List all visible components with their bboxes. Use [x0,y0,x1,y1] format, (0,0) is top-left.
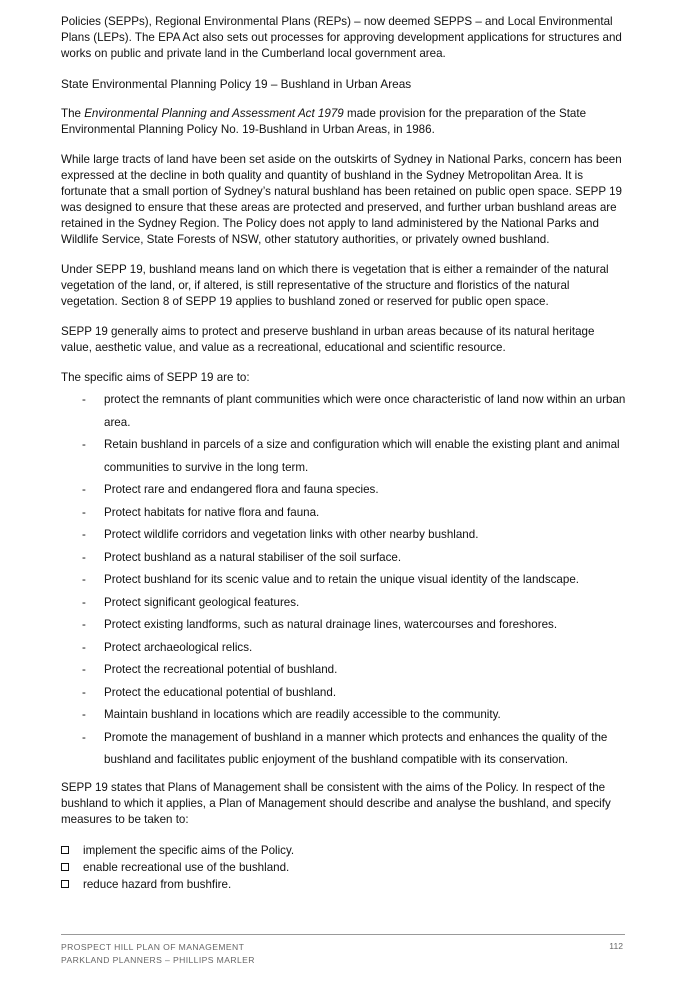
aims-intro: The specific aims of SEPP 19 are to: [61,371,250,384]
dash-marker: - [82,483,86,496]
aim-item: - Protect wildlife corridors and vegetation links with other nearby bushland. [61,524,626,547]
para1-pre: The [61,107,85,120]
aim-item: - Protect significant geological features. [61,592,626,615]
intro-paragraph: Policies (SEPPs), Regional Environmental Plans (REPs) – now deemed SEPPS – and Local Environmental Plans (LEPs). The EPA Act also sets out processes for approving development applications for structures and works on public and private land in the Cumberland local government area. [61,15,622,60]
measures-list [61,842,626,893]
dash-marker: - [82,528,86,541]
aim-item: - Protect rare and endangered flora and fauna species. [61,479,626,502]
dash-marker: - [82,505,86,519]
measure-item: enable recreational use of the bushland. [61,859,626,876]
checkbox-bullet-icon [61,880,69,888]
measure-item: implement the specific aims of the Policy. [61,842,626,859]
aim-item: - Maintain bushland in locations which are readily accessible to the community. [61,704,626,727]
aim-item: - Protect habitats for native flora and fauna. [61,502,626,525]
section-heading: State Environmental Planning Policy 19 – Bushland in Urban Areas [61,77,412,91]
dash-marker: - [82,393,86,406]
act-title: Environmental Planning and Assessment Act 1979 [84,107,344,120]
aim-item: - Protect bushland as a natural stabiliser of the soil surface. [61,547,626,570]
aim-item: - Protect existing landforms, such as natural drainage lines, watercourses and foreshores. [61,614,626,637]
dash-marker: - [82,708,86,721]
dash-marker: - [82,618,86,631]
aim-item: - Retain bushland in parcels of a size and configuration which will enable the existing plant and animal communities to survive in the long term. [61,434,626,479]
aim-item: - protect the remnants of plant communities which were once characteristic of land now within an urban area. [61,389,626,434]
dash-marker: - [82,730,86,744]
dash-marker: - [82,550,86,564]
aim-item: - Protect archaeological relics. [61,637,626,660]
dash-marker: - [82,595,86,609]
page-number: 112 [609,941,623,951]
dash-marker: - [82,685,86,699]
aim-item: - Promote the management of bushland in a manner which protects and enhances the quality of the bushland and facilitates public enjoyment of the bushland compatible with its conservation. [61,727,626,772]
aims-list [61,389,626,772]
paragraph-general-aims: SEPP 19 generally aims to protect and preserve bushland in urban areas because of its natural heritage value, aesthetic value, and value as a recreational, educational and scientific resource. [61,325,595,354]
document-body [61,14,626,893]
paragraph-plans-of-management: SEPP 19 states that Plans of Management shall be consistent with the aims of the Policy. In respect of the bushland to which it applies, a Plan of Management should describe and analyse the bushland, and specify measures to be taken to: [61,780,611,826]
paragraph-epa-act [61,106,626,138]
paragraph-bushland-definition: Under SEPP 19, bushland means land on which there is vegetation that is either a remainder of the natural vegetation of the land, or, if altered, is still representative of the structure and floristics of the natural vegetation. Section 8 of SEPP 19 applies to bushland zoned or reserved for public open space. [61,263,609,308]
aim-item: - Protect the educational potential of bushland. [61,682,626,705]
dash-marker: - [82,640,86,654]
dash-marker: - [82,663,86,676]
page-footer [61,934,625,967]
para1-post: made provision for the preparation of the State Environmental Planning Policy No. 19-Bushland in Urban Areas, in 1986. [61,107,587,136]
aim-item: - Protect the recreational potential of bushland. [61,659,626,682]
aim-item: - Protect bushland for its scenic value and to retain the unique visual identity of the landscape. [61,569,626,592]
checkbox-bullet-icon [61,846,69,854]
checkbox-bullet-icon [61,863,69,871]
footer-author: PARKLAND PLANNERS – PHILLIPS MARLER [61,955,255,965]
paragraph-bushland-decline: While large tracts of land have been set aside on the outskirts of Sydney in National Parks, concern has been expressed at the decline in both quality and quantity of bushland in the Sydney Metropolitan Area. It is fortunate that a small portion of Sydney’s natural bushland has been retained on public open space. SEPP 19 was designed to ensure that these areas are protected and preserved, and further urban bushland areas are retained in the Sydney Region. The Policy does not apply to land administered by the National Parks and Wildlife Service, State Forests of NSW, other statutory authorities, or privately owned bushland. [61,153,622,246]
dash-marker: - [82,438,86,451]
dash-marker: - [82,573,86,586]
measure-item: reduce hazard from bushfire. [61,876,626,893]
footer-title: PROSPECT HILL PLAN OF MANAGEMENT [61,942,245,952]
